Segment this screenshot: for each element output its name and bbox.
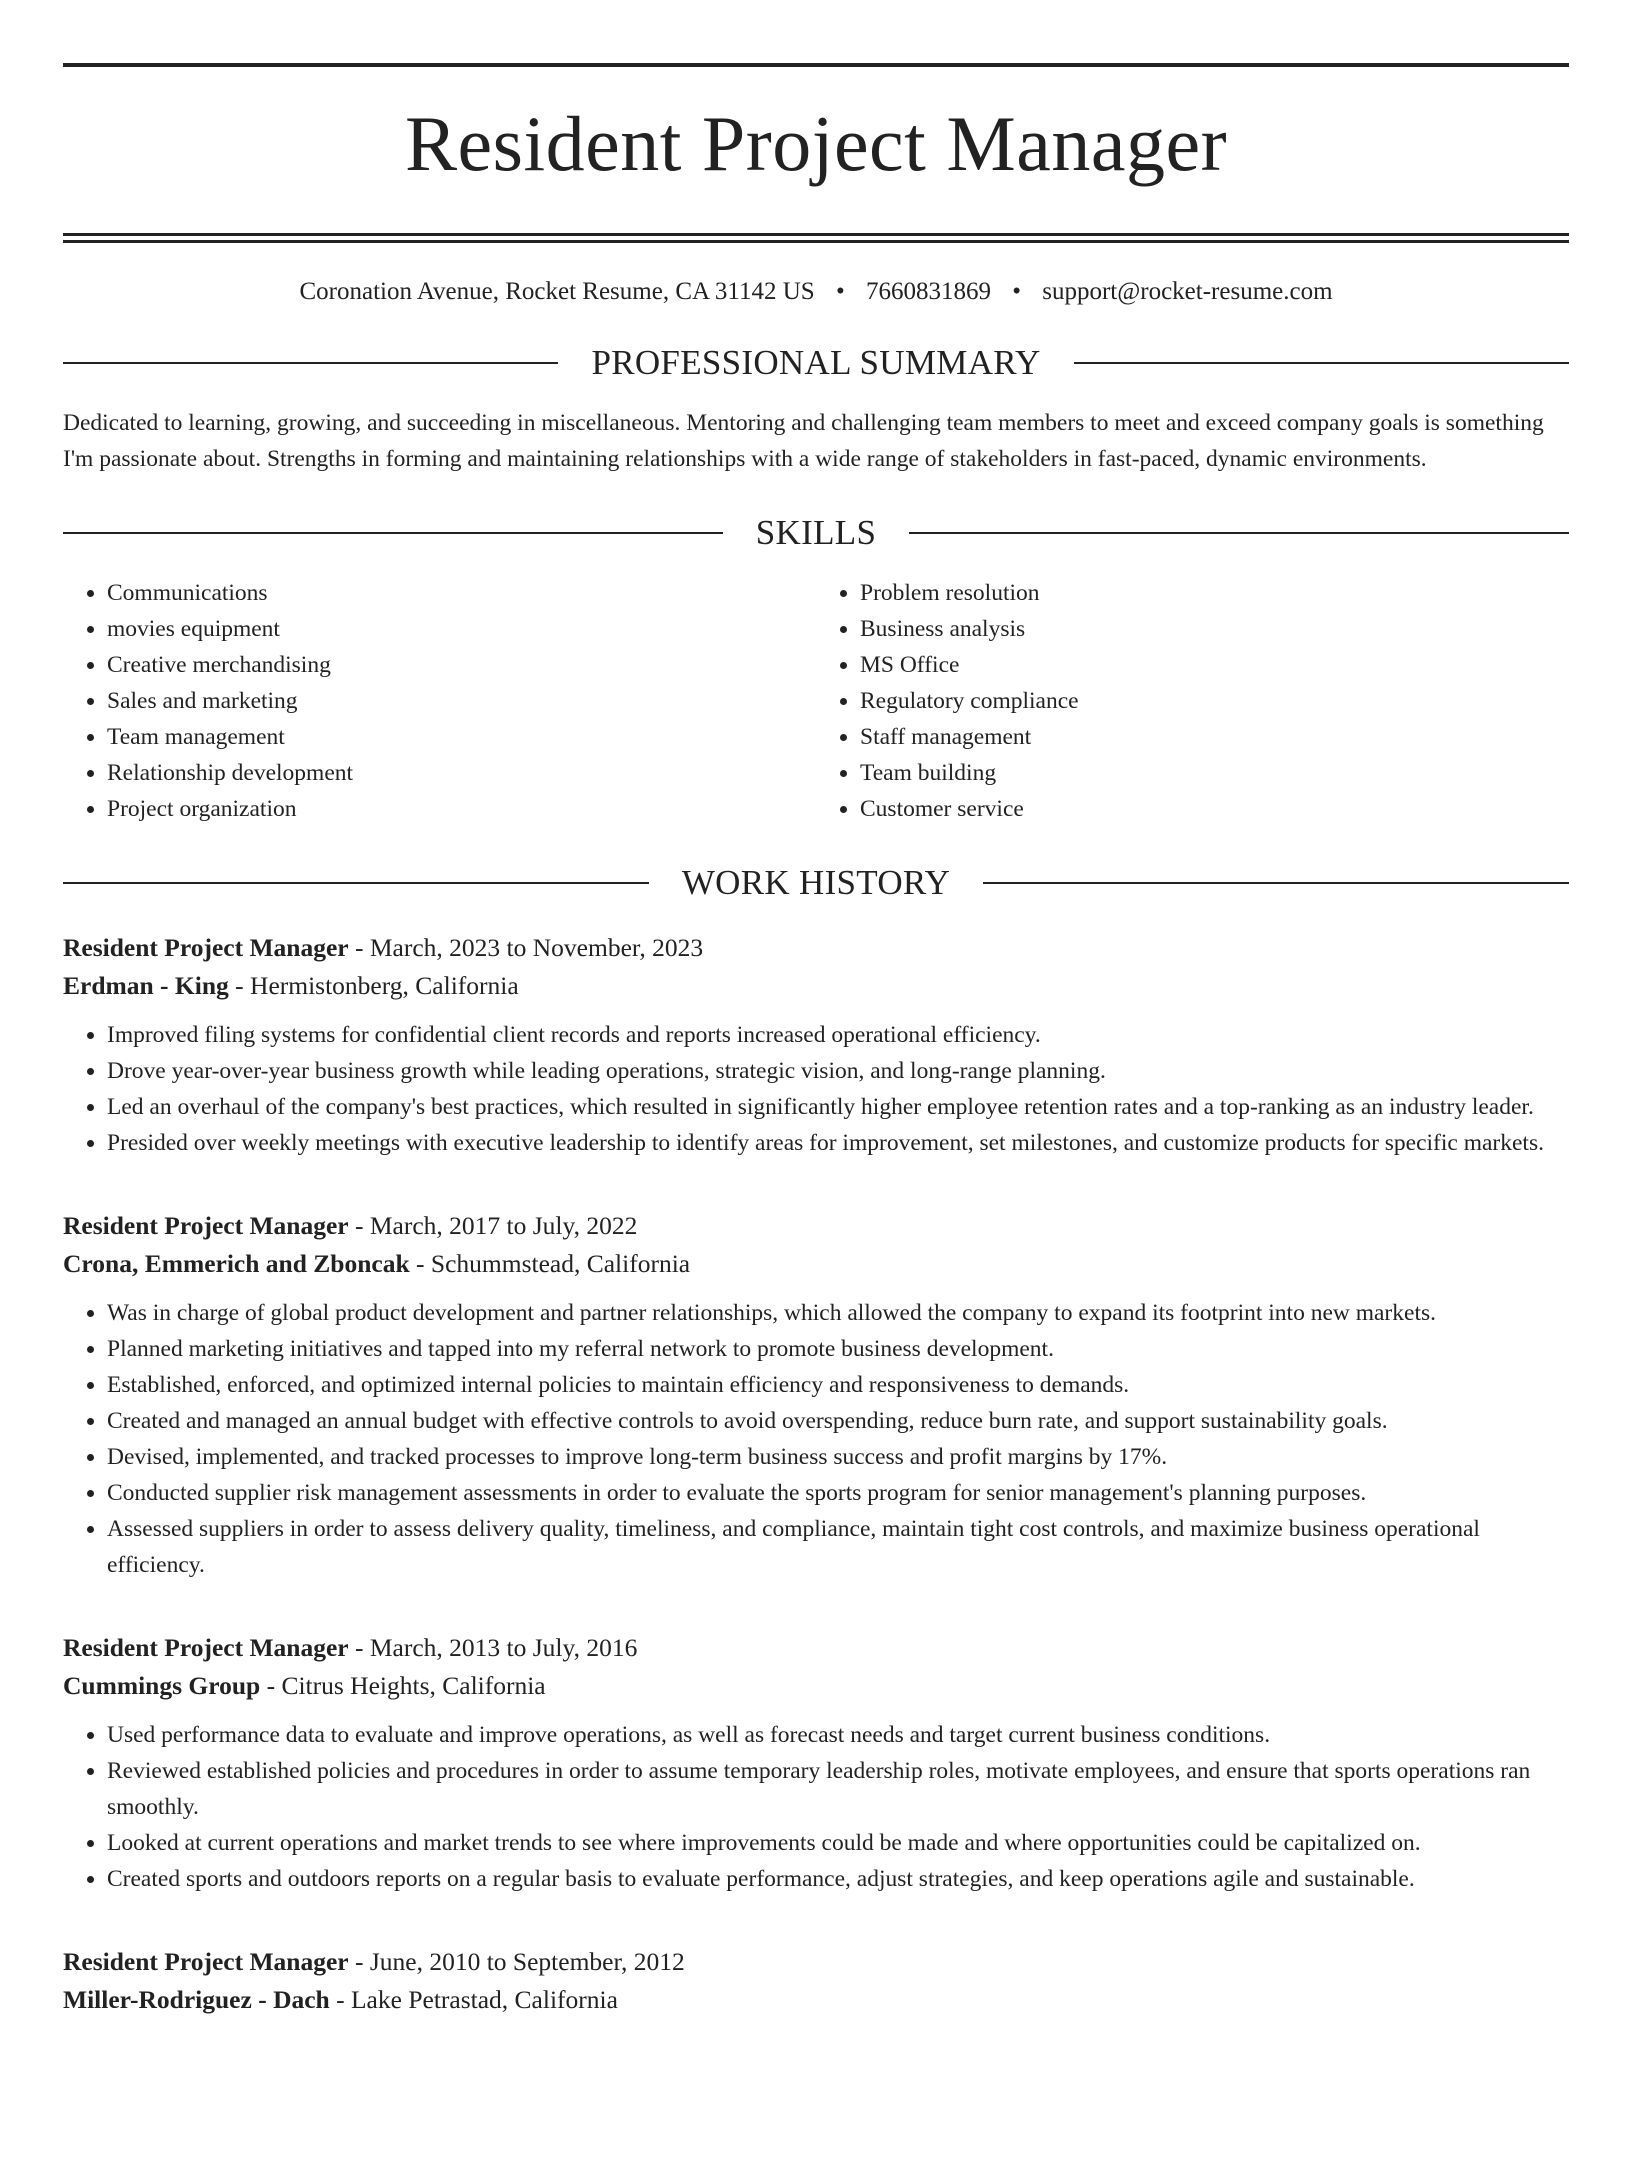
job-title: Resident Project Manager xyxy=(63,933,349,962)
job-company: Crona, Emmerich and Zboncak xyxy=(63,1249,410,1278)
skill-item: • Regulatory compliance xyxy=(860,683,1569,719)
job-dates: June, 2010 to September, 2012 xyxy=(369,1947,685,1976)
job-title: Resident Project Manager xyxy=(63,1947,349,1976)
resume-page xyxy=(0,63,1632,2175)
job-company-line xyxy=(63,967,1569,1005)
heading-rule xyxy=(63,882,649,884)
job-company: Cummings Group xyxy=(63,1671,261,1700)
job-bullet: • Created sports and outdoors reports on a regular basis to evaluate performance, adjust strategies, and keep operations agile and sustainable. xyxy=(107,1861,1569,1897)
skill-item: • Project organization xyxy=(107,791,816,827)
job-title-line xyxy=(63,1943,1569,1981)
job-bullet: • Created and managed an annual budget with effective controls to avoid overspending, reduce burn rate, and support sustainability goals. xyxy=(107,1403,1569,1439)
job-bullet: • Established, enforced, and optimized internal policies to maintain efficiency and responsiveness to demands. xyxy=(107,1367,1569,1403)
job-entry xyxy=(63,929,1569,1161)
job-bullets xyxy=(63,1017,1569,1161)
double-rule xyxy=(63,233,1569,243)
skill-item: • Sales and marketing xyxy=(107,683,816,719)
job-dates: March, 2017 to July, 2022 xyxy=(369,1211,638,1240)
heading-rule xyxy=(983,882,1569,884)
job-bullet: • Led an overhaul of the company's best practices, which resulted in significantly higher employee retention rates and a top-ranking as an industry leader. xyxy=(107,1089,1569,1125)
job-company-line xyxy=(63,1981,1569,2019)
job-dash: - xyxy=(354,933,370,962)
contact-line xyxy=(63,277,1569,307)
summary-text: Dedicated to learning, growing, and succeeding in miscellaneous. Mentoring and challenging team members to meet and exceed company goals is something I'm passionate about. Strengths in forming and maintaining relationships with a wide range of stakeholders in fast-paced, dynamic environments. xyxy=(63,410,1544,472)
job-bullet: • Assessed suppliers in order to assess delivery quality, timeliness, and compliance, maintain tight cost controls, and maximize business operational efficiency. xyxy=(107,1511,1569,1583)
summary-title: PROFESSIONAL SUMMARY xyxy=(591,343,1041,382)
skills-list xyxy=(63,575,1569,827)
work-title: WORK HISTORY xyxy=(681,863,951,902)
job-bullet: • Drove year-over-year business growth while leading operations, strategic vision, and long-range planning. xyxy=(107,1053,1569,1089)
job-dash: - xyxy=(336,1985,351,2014)
job-entry xyxy=(63,1207,1569,1583)
job-dash: - xyxy=(354,1633,370,1662)
job-bullet: • Used performance data to evaluate and improve operations, as well as forecast needs and target current business conditions. xyxy=(107,1717,1569,1753)
job-dash: - xyxy=(416,1249,431,1278)
skill-item: • Business analysis xyxy=(860,611,1569,647)
contact-separator: • xyxy=(835,278,845,305)
job-dates: March, 2013 to July, 2016 xyxy=(369,1633,638,1662)
skills-column-left xyxy=(63,575,816,827)
skill-item: • Staff management xyxy=(860,719,1569,755)
job-dash: - xyxy=(354,1947,370,1976)
skill-item: • Problem resolution xyxy=(860,575,1569,611)
contact-address: Coronation Avenue, Rocket Resume, CA 31142 US xyxy=(299,278,815,305)
job-title: Resident Project Manager xyxy=(63,1211,349,1240)
job-dates: March, 2023 to November, 2023 xyxy=(369,933,704,962)
skills-heading xyxy=(63,513,1569,553)
job-title-line xyxy=(63,929,1569,967)
job-bullet: • Improved filing systems for confidential client records and reports increased operational efficiency. xyxy=(107,1017,1569,1053)
heading-rule xyxy=(1074,362,1569,364)
job-dash: - xyxy=(266,1671,282,1700)
job-dash: - xyxy=(235,971,251,1000)
job-bullet: • Conducted supplier risk management assessments in order to evaluate the sports program for senior management's planning purposes. xyxy=(107,1475,1569,1511)
contact-email: support@rocket-resume.com xyxy=(1042,278,1333,305)
job-title-line xyxy=(63,1629,1569,1667)
contact-separator: • xyxy=(1012,278,1021,305)
skill-item: • Creative merchandising xyxy=(107,647,816,683)
skill-item: • Communications xyxy=(107,575,816,611)
summary-heading xyxy=(63,343,1569,383)
skills-column-right xyxy=(816,575,1569,827)
job-title: Resident Project Manager xyxy=(63,1633,349,1662)
contact-phone: 7660831869 xyxy=(865,278,991,305)
job-location: Schummstead, California xyxy=(430,1249,691,1278)
job-bullets xyxy=(63,1295,1569,1583)
job-company-line xyxy=(63,1667,1569,1705)
work-heading xyxy=(63,863,1569,903)
heading-rule xyxy=(909,532,1569,534)
job-bullets xyxy=(63,1717,1569,1897)
job-entry xyxy=(63,1629,1569,1897)
skill-item: • Customer service xyxy=(860,791,1569,827)
skill-item: • movies equipment xyxy=(107,611,816,647)
job-dash: - xyxy=(354,1211,370,1240)
job-title-line xyxy=(63,1207,1569,1245)
job-location: Citrus Heights, California xyxy=(281,1671,546,1700)
skill-item: • Team building xyxy=(860,755,1569,791)
skill-item: • Team management xyxy=(107,719,816,755)
job-bullet: • Reviewed established policies and procedures in order to assume temporary leadership roles, motivate employees, and ensure that sports operations ran smoothly. xyxy=(107,1753,1569,1825)
job-bullet: • Presided over weekly meetings with executive leadership to identify areas for improvement, set milestones, and customize products for specific markets. xyxy=(107,1125,1569,1161)
heading-rule xyxy=(63,532,723,534)
job-company-line xyxy=(63,1245,1569,1283)
job-company: Erdman - King xyxy=(63,971,229,1000)
job-location: Hermistonberg, California xyxy=(250,971,519,1000)
candidate-name: Resident Project Manager xyxy=(404,100,1228,187)
job-bullet: • Looked at current operations and market trends to see where improvements could be made and where opportunities could be capitalized on. xyxy=(107,1825,1569,1861)
skill-item: • Relationship development xyxy=(107,755,816,791)
skill-item: • MS Office xyxy=(860,647,1569,683)
job-bullet: • Planned marketing initiatives and tapped into my referral network to promote business development. xyxy=(107,1331,1569,1367)
heading-rule xyxy=(63,362,558,364)
job-location: Lake Petrastad, California xyxy=(350,1985,618,2014)
job-company: Miller-Rodriguez - Dach xyxy=(63,1985,330,2014)
skills-title: SKILLS xyxy=(755,513,877,552)
job-bullet: • Was in charge of global product development and partner relationships, which allowed the company to expand its footprint into new markets. xyxy=(107,1295,1569,1331)
top-rule xyxy=(63,63,1569,67)
job-bullet: • Devised, implemented, and tracked processes to improve long-term business success and profit margins by 17%. xyxy=(107,1439,1569,1475)
job-entry xyxy=(63,1943,1569,2019)
